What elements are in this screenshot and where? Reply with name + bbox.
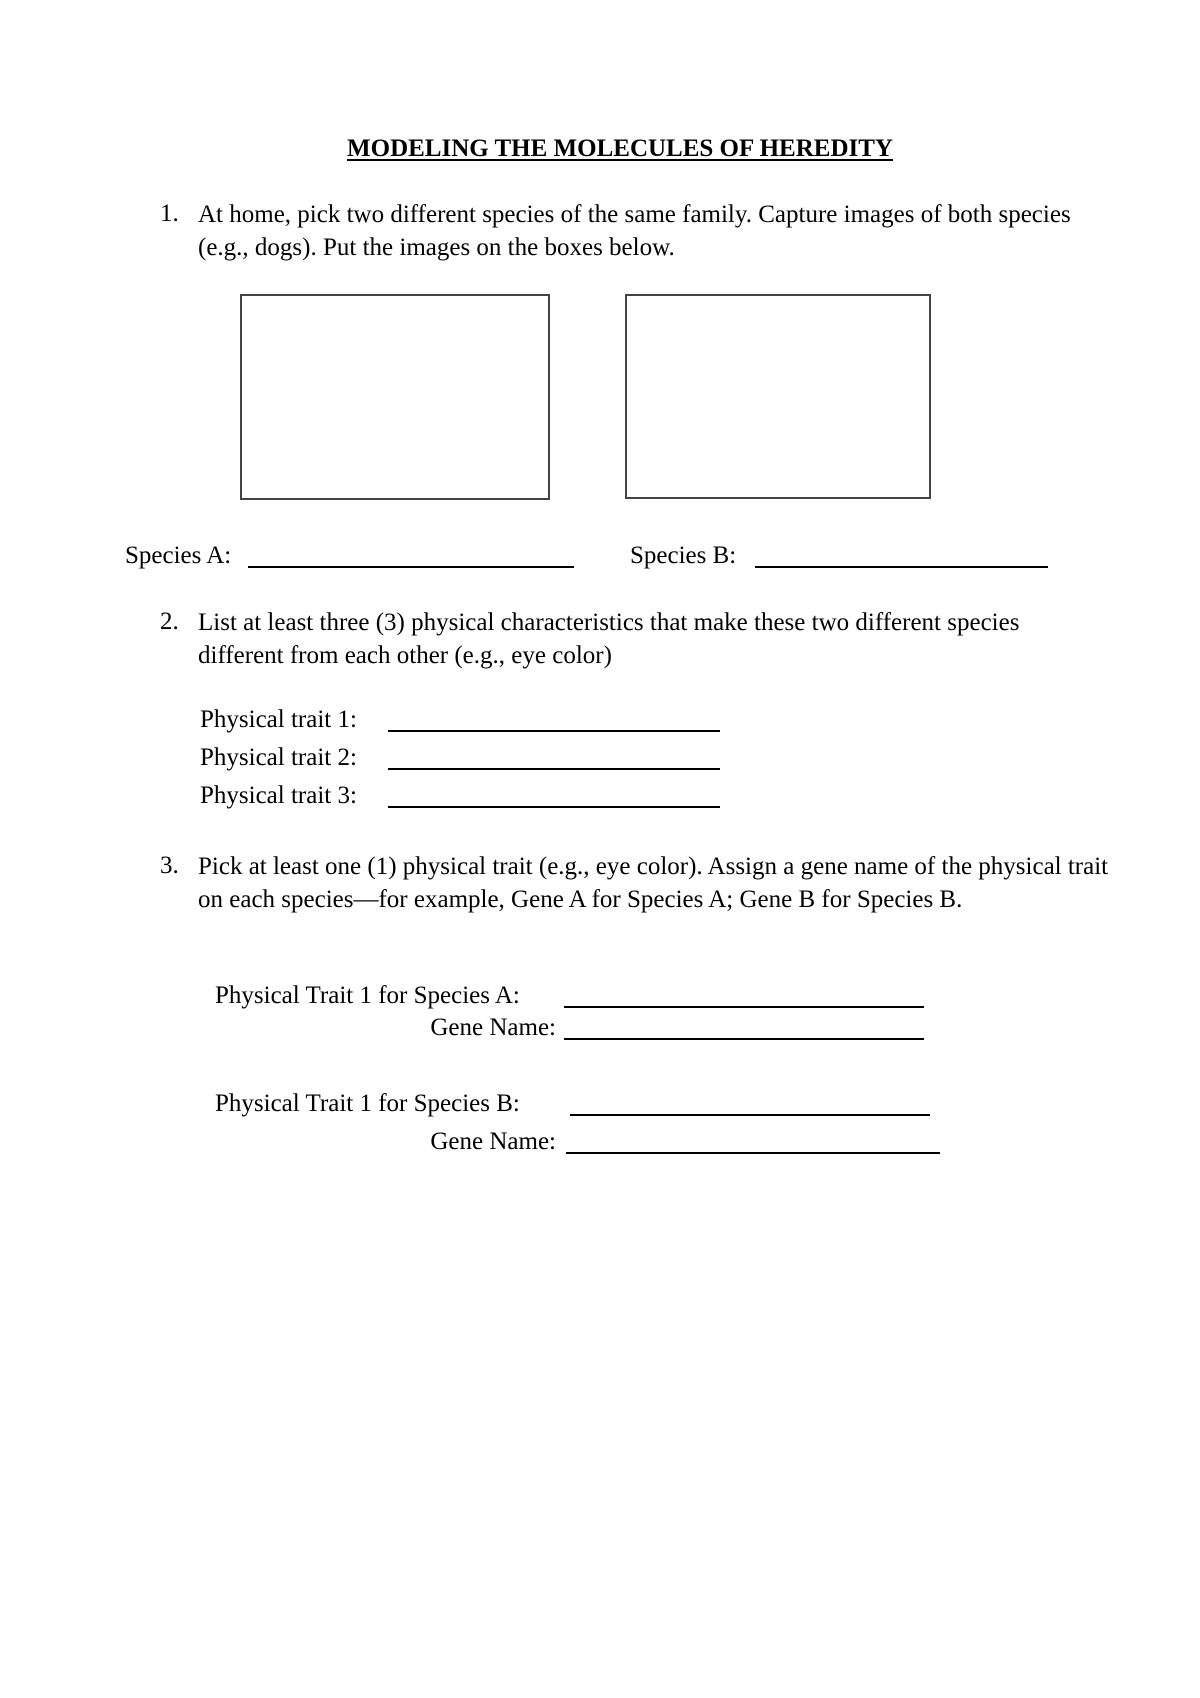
species-a-image-box[interactable] <box>240 294 550 500</box>
question-3-text: Pick at least one (1) physical trait (e.g., eye color). Assign a gene name of the physical trait on each species—for example, Gene A for Species A; Gene B for Species B. <box>198 853 1109 913</box>
species-a-label: Species A: <box>125 542 232 569</box>
species-b-answer-line[interactable] <box>755 566 1048 568</box>
trait-species-a-label: Physical Trait 1 for Species A: <box>215 982 520 1009</box>
physical-trait-1-line[interactable] <box>388 730 720 732</box>
physical-trait-3-line[interactable] <box>388 806 720 808</box>
physical-trait-3-label: Physical trait 3: <box>200 782 357 809</box>
question-2-text: List at least three (3) physical characteristics that make these two different species different from each other (e.g., eye color) <box>198 609 1020 669</box>
gene-name-a-line[interactable] <box>564 1038 924 1040</box>
physical-trait-2-label: Physical trait 2: <box>200 744 357 771</box>
gene-name-a-label: Gene Name: <box>430 1014 556 1041</box>
trait-species-b-line[interactable] <box>570 1114 930 1116</box>
physical-trait-1-label: Physical trait 1: <box>200 706 357 733</box>
species-a-answer-line[interactable] <box>248 566 574 568</box>
trait-species-b-label: Physical Trait 1 for Species B: <box>215 1090 520 1117</box>
gene-name-b-line[interactable] <box>566 1152 940 1154</box>
species-b-label: Species B: <box>630 542 737 569</box>
species-b-image-box[interactable] <box>625 294 931 499</box>
question-2-number: 2. <box>160 608 179 635</box>
question-3-number: 3. <box>160 852 179 879</box>
page-title: MODELING THE MOLECULES OF HEREDITY <box>347 135 893 162</box>
trait-species-a-line[interactable] <box>564 1006 924 1008</box>
question-1-number: 1. <box>160 200 179 227</box>
physical-trait-2-line[interactable] <box>388 768 720 770</box>
gene-name-b-label: Gene Name: <box>430 1128 556 1155</box>
question-1-text: At home, pick two different species of the same family. Capture images of both species (e.g., dogs). Put the images on the boxes below. <box>198 201 1071 261</box>
